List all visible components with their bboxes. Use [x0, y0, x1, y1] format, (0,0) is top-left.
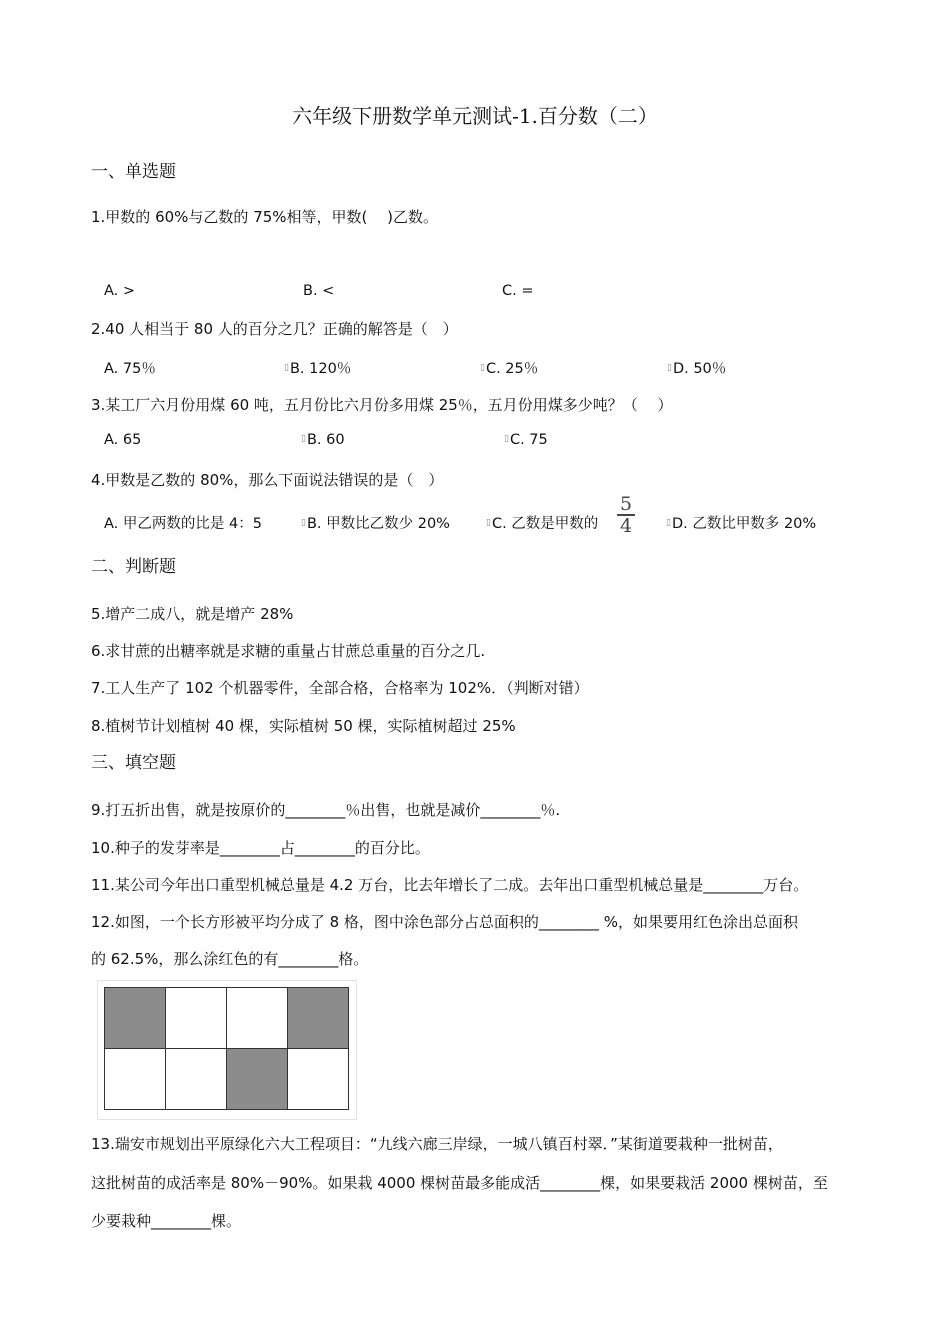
question-2-option-c: [480, 357, 538, 378]
question-8-text: 8.植树节计划植树 40 棵，实际植树 50 棵，实际植树超过 25%: [91, 717, 516, 735]
grid-cell: [287, 1048, 349, 1110]
question-10-text: 10.种子的发芽率是________占________的百分比。: [91, 839, 430, 857]
question-2-option-d: [667, 357, 726, 378]
page-title: 六年级下册数学单元测试-1.百分数（二）: [292, 104, 658, 128]
question-2-option-b: [284, 357, 351, 378]
question-1-option-b: B. <: [303, 283, 335, 299]
option-marker-icon: ▯: [301, 518, 306, 528]
question-4-option-a: A. 甲乙两数的比是 4：5: [104, 516, 262, 532]
option-marker-icon: ▯: [667, 363, 672, 373]
question-5-text: 5.增产二成八，就是增产 28%: [91, 605, 294, 623]
option-marker-icon: ▯: [666, 518, 671, 528]
question-2-option-d-label: D. 50％: [672, 361, 727, 377]
fraction-denominator: 4: [619, 515, 633, 537]
question-2-text: 2.40 人相当于 80 人的百分之几？正确的解答是（ ）: [91, 320, 458, 338]
question-4-option-b: [301, 512, 450, 533]
question-2-option-c-label: C. 25％: [485, 361, 539, 377]
question-13-line-3: 少要栽种________棵。: [91, 1212, 242, 1230]
section-heading-single-choice: 一、单选题: [91, 162, 176, 182]
question-4-option-d: [666, 512, 816, 533]
option-marker-icon: ▯: [284, 363, 289, 373]
question-13-line-2: 这批树苗的成活率是 80%－90%。如果栽 4000 棵树苗最多能成活________棵，如果要栽活 2000 棵树苗，至: [91, 1174, 828, 1192]
option-marker-icon: ▯: [301, 434, 306, 444]
question-4-option-c-label: C. 乙数是甲数的: [491, 516, 599, 532]
grid-cell: [165, 987, 227, 1049]
question-4-option-d-label: D. 乙数比甲数多 20%: [671, 516, 817, 532]
grid-cell: [165, 1048, 227, 1110]
section-heading-true-false: 二、判断题: [91, 557, 176, 577]
question-3-option-b-label: B. 60: [306, 432, 345, 448]
rectangle-grid-figure: [97, 980, 357, 1120]
grid-cell: [226, 987, 288, 1049]
question-12-line-2: 的 62.5%，那么涂红色的有________格。: [91, 950, 369, 968]
question-6-text: 6.求甘蔗的出糖率就是求糖的重量占甘蔗总重量的百分之几.: [91, 642, 486, 660]
question-9-text: 9.打五折出售，就是按原价的________％出售，也就是减价________％.: [91, 801, 561, 819]
question-11-text: 11.某公司今年出口重型机械总量是 4.2 万台，比去年增长了二成。去年出口重型机械总量是________万台。: [91, 876, 809, 894]
question-2-option-b-label: B. 120％: [289, 361, 352, 377]
grid-cell-shaded: [104, 987, 166, 1049]
grid-cell-shaded: [287, 987, 349, 1049]
question-7-text: 7.工人生产了 102 个机器零件，全部合格，合格率为 102%．（判断对错）: [91, 679, 589, 697]
question-3-option-a: A. 65: [104, 432, 142, 448]
option-marker-icon: ▯: [486, 518, 491, 528]
fraction-numerator: 5: [619, 493, 633, 515]
question-4-text: 4.甲数是乙数的 80%，那么下面说法错误的是（ ）: [91, 471, 444, 489]
question-3-option-c: [504, 432, 548, 448]
grid-cell-shaded: [226, 1048, 288, 1110]
question-4-option-c: [486, 512, 598, 533]
question-12-line-1: 12.如图，一个长方形被平均分成了 8 格，图中涂色部分占总面积的________ %，如果要用红色涂出总面积: [91, 913, 798, 931]
question-3-text: 3.某工厂六月份用煤 60 吨，五月份比六月份多用煤 25％，五月份用煤多少吨？（ ）: [91, 396, 673, 414]
question-1-text: 1.甲数的 60%与乙数的 75%相等，甲数( )乙数。: [91, 208, 439, 226]
grid-cell: [104, 1048, 166, 1110]
question-4-option-b-label: B. 甲数比乙数少 20%: [306, 516, 450, 532]
option-marker-icon: ▯: [480, 363, 485, 373]
question-2-option-a: A. 75％: [104, 361, 156, 377]
section-heading-fill-blank: 三、填空题: [91, 753, 176, 773]
question-1-option-a: A. >: [104, 283, 136, 299]
question-13-line-1: 13.瑞安市规划出平原绿化六大工程项目：“九线六廊三岸绿，一城八镇百村翠．”某街道要栽种一批树苗，: [91, 1135, 783, 1153]
option-marker-icon: ▯: [504, 434, 509, 444]
question-1-option-c: C. =: [502, 283, 534, 299]
fraction-five-quarters: [617, 495, 635, 535]
question-3-option-b: [301, 432, 345, 448]
question-3-option-c-label: C. 75: [509, 432, 548, 448]
